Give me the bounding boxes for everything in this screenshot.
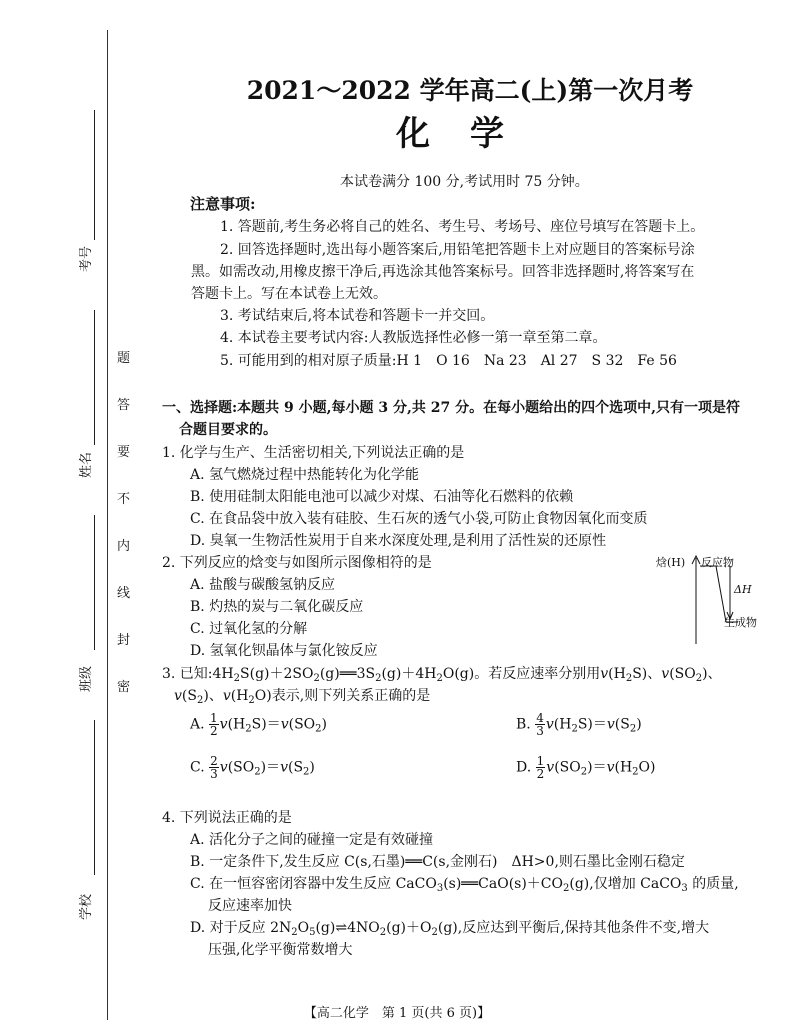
seal-char: 线 bbox=[117, 586, 131, 601]
diagram-y-label: 焓(H) bbox=[656, 556, 686, 569]
q3-option-b: B. $\frac{4}{3}$ $v(H_2S)=v(S_2)$ bbox=[516, 711, 642, 738]
q1-option-d: D. 臭氧一生物活性炭用于自来水深度处理,是利用了活性炭的还原性 bbox=[190, 533, 607, 549]
q3-option-c: C. $\frac{2}{3}$ $v(SO_2)=v(S_2)$ bbox=[190, 754, 315, 781]
school-label: 学校 bbox=[79, 893, 94, 920]
notice-line: 黑。如需改动,用橡皮擦干净后,再选涂其他答案标号。回答非选择题时,将答案写在 bbox=[191, 264, 695, 280]
q4-option-c-cont: 反应速率加快 bbox=[208, 898, 292, 914]
notice-line: 2. 回答选择题时,选出每小题答案后,用铅笔把答题卡上对应题目的答案标号涂 bbox=[220, 242, 695, 258]
q3-option-a: A. $\frac{1}{2}$ $v(H_2S)=v(SO_2)$ bbox=[190, 711, 327, 738]
subject-title: 化学 bbox=[396, 114, 544, 154]
notice-line: 答题卡上。写在本试卷上无效。 bbox=[191, 286, 387, 302]
section-heading: 一、选择题:本题共 9 小题,每小题 3 分,共 27 分。在每小题给出的四个选项中,只有一项是符 bbox=[162, 400, 740, 416]
exam-info: 本试卷满分 100 分,考试用时 75 分钟。 bbox=[340, 174, 589, 190]
q2-option-b: B. 灼热的炭与二氧化碳反应 bbox=[190, 599, 364, 615]
q2-option-c: C. 过氧化氢的分解 bbox=[190, 621, 308, 637]
class-label: 班级 bbox=[79, 665, 94, 692]
diagram-reactant-label: 反应物 bbox=[701, 556, 734, 569]
seal-char: 内 bbox=[117, 539, 131, 554]
q1-stem: 1. 化学与生产、生活密切相关,下列说法正确的是 bbox=[162, 445, 465, 461]
page-footer: 【高二化学 第 1 页(共 6 页)】 bbox=[303, 1006, 491, 1021]
q4-stem: 4. 下列说法正确的是 bbox=[162, 810, 292, 826]
q1-option-c: C. 在食品袋中放入装有硅胶、生石灰的透气小袋,可防止食物因氧化而变质 bbox=[190, 511, 648, 527]
section-heading-cont: 合题目要求的。 bbox=[179, 422, 277, 438]
q1-option-a: A. 氢气燃烧过程中热能转化为化学能 bbox=[190, 467, 420, 483]
q3-stem: 3. 已知$:4H_2S(g)+2SO_2(g)══3S_2(g)+4H_2O(g)$。若反应速率分别用$v(H_2S)$、$v(SO_2)$、 bbox=[162, 666, 722, 684]
diagram-delta-label: ΔH bbox=[734, 583, 752, 596]
class-blank bbox=[94, 515, 95, 650]
q1-option-b: B. 使用硅制太阳能电池可以减少对煤、石油等化石燃料的依赖 bbox=[190, 489, 574, 505]
seal-char: 答 bbox=[117, 398, 131, 413]
binding-line bbox=[107, 30, 108, 1020]
q4-option-b: B. 一定条件下,发生反应 C(s,石墨)══C(s,金刚石) ΔH>0,则石墨比金刚石稳定 bbox=[190, 854, 685, 870]
notice-line: 4. 本试卷主要考试内容:人教版选择性必修一第一章至第二章。 bbox=[220, 330, 607, 346]
q2-option-d: D. 氢氧化钡晶体与氯化铵反应 bbox=[190, 643, 378, 659]
name-blank bbox=[94, 310, 95, 445]
seal-char: 不 bbox=[117, 492, 131, 507]
school-blank bbox=[94, 720, 95, 875]
notice-line: 3. 考试结束后,将本试卷和答题卡一并交回。 bbox=[220, 308, 495, 324]
q3-option-d: D. $\frac{1}{2}$ $v(SO_2)=v(H_2O)$ bbox=[516, 754, 656, 781]
q4-option-d: D. 对于反应 $2N_2O_5(g)\rightleftharpoons 4NO_2(g)+O_2(g)$,反应达到平衡后,保持其他条件不变,增大 bbox=[190, 920, 710, 938]
notice-heading: 注意事项: bbox=[190, 195, 256, 213]
diagram-product-label: 生成物 bbox=[724, 616, 757, 629]
exam-title: 2021～2022 学年高二(上)第一次月考 bbox=[246, 76, 694, 105]
q4-option-a: A. 活化分子之间的碰撞一定是有效碰撞 bbox=[190, 832, 434, 848]
q4-option-d-cont: 压强,化学平衡常数增大 bbox=[208, 942, 353, 958]
q4-option-c: C. 在一恒容密闭容器中发生反应 $CaCO_3(s)══CaO(s)+CO_2(g)$,仅增加 CaCO$_3$ 的质量, bbox=[190, 876, 739, 894]
name-label: 姓名 bbox=[79, 451, 94, 478]
exam-number-label: 考号 bbox=[79, 245, 94, 272]
seal-char: 密 bbox=[117, 680, 131, 695]
seal-char: 题 bbox=[117, 351, 131, 366]
notice-line: 5. 可能用到的相对原子质量:H 1 O 16 Na 23 Al 27 S 32 Fe 56 bbox=[220, 353, 677, 369]
q2-option-a: A. 盐酸与碳酸氢钠反应 bbox=[190, 577, 336, 593]
notice-line: 1. 答题前,考生务必将自己的姓名、考生号、考场号、座位号填写在答题卡上。 bbox=[220, 219, 705, 235]
seal-char: 封 bbox=[117, 633, 131, 648]
seal-char: 要 bbox=[117, 445, 131, 460]
q2-stem: 2. 下列反应的焓变与如图所示图像相符的是 bbox=[162, 555, 432, 571]
q3-stem-cont: $v(S_2)$、$v(H_2O)$表示,则下列关系正确的是 bbox=[174, 688, 431, 706]
